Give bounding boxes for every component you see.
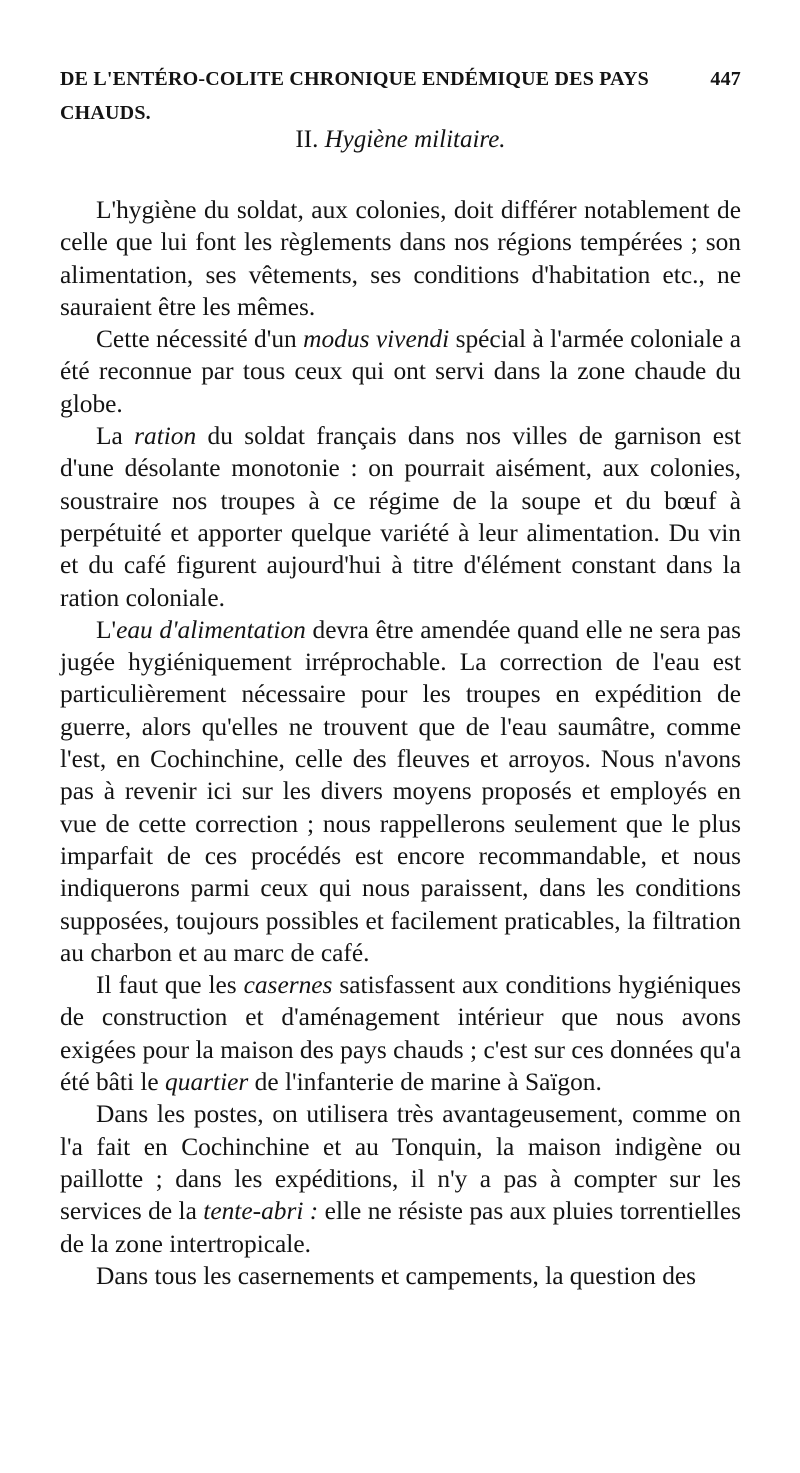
section-number: II.: [295, 126, 319, 153]
paragraph: [60, 1260, 741, 1292]
paragraph-text: de l'infanterie de marine à Saïgon.: [248, 1068, 602, 1097]
body-text: [60, 194, 741, 1292]
paragraph: [60, 323, 741, 420]
paragraph: [60, 969, 741, 1098]
emphasized-term: casernes: [243, 971, 333, 1000]
paragraph: [60, 1098, 741, 1259]
paragraph-text: L'hygiène du soldat, aux colonies, doit différer notablement de celle que lui font les règlements dans nos régions tempérées ; son alimentation, ses vêtements, ses conditions d'habitation etc., ne sauraient être les mêmes.: [60, 196, 741, 321]
paragraph-text: du soldat français dans nos villes de garnison est d'une désolante monotonie : on pourrait aisément, aux colonies, soustraire nos troupes à ce régime de la soupe et du bœuf à perpétuité et apporter quelque variété à leur alimentation. Du vin et du café figurent aujourd'hui à titre d'élément constant dans la ration coloniale.: [60, 422, 742, 612]
paragraph-text: Dans tous les casernements et campements, la question des: [96, 1261, 697, 1290]
running-head: [60, 62, 741, 124]
emphasized-term: modus vivendi: [303, 325, 450, 354]
page-number: 447: [710, 68, 741, 90]
paragraph-text: L': [96, 615, 117, 644]
emphasized-term: quartier: [165, 1068, 249, 1097]
paragraph-text: Cette nécessité d'un: [96, 325, 304, 354]
section-title: Hygiène militaire.: [324, 126, 506, 153]
emphasized-term: eau d'alimentation: [116, 615, 306, 644]
book-page: [60, 62, 741, 1292]
emphasized-term: ration: [134, 422, 197, 451]
emphasized-term: tente-abri :: [203, 1197, 319, 1226]
paragraph-text: La: [96, 422, 135, 451]
running-title: DE L'ENTÉRO-COLITE CHRONIQUE ENDÉMIQUE DES PAYS CHAUDS.: [60, 68, 649, 124]
paragraph: [60, 194, 741, 323]
paragraph-text: Il faut que les: [96, 971, 244, 1000]
paragraph-text: devra être amendée quand elle ne sera pas jugée hygiéniquement irréprochable. La correction de l'eau est particulièrement nécessaire pour les troupes en expédition de guerre, alors qu'elles ne trouvent que de l'eau saumâtre, comme l'est, en Cochinchine, celle des fleuves et arroyos. Nous n'avons pas à revenir ici sur les divers moyens proposés et employés en vue de cette correction ; nous rappellerons seulement que le plus imparfait de ces procédés est encore recommandable, et nous indiquerons parmi ceux qui nous paraissent, dans les conditions supposées, toujours possibles et facilement praticables, la filtration au charbon et au marc de café.: [60, 615, 741, 967]
paragraph-text: spécial à l'armée coloniale a été reconnue par tous ceux qui ont servi dans la zone chaude du globe.: [60, 325, 741, 418]
paragraph: [60, 614, 741, 969]
paragraph-text: satisfassent aux conditions hygiéniques de construction et d'aménagement intérieur que nous avons exigées pour la maison des pays chauds ; c'est sur ces données qu'a été bâti le: [60, 971, 741, 1097]
paragraph: [60, 420, 741, 614]
paragraph-text: elle ne résiste pas aux pluies torrentielles de la zone intertropicale.: [60, 1197, 741, 1258]
paragraph-text: Dans les postes, on utilisera très avantageusement, comme on l'a fait en Cochinchine et au Tonquin, la maison indigène ou paillotte ; dans les expéditions, il n'y a pas à compter sur les services de la: [60, 1100, 741, 1226]
